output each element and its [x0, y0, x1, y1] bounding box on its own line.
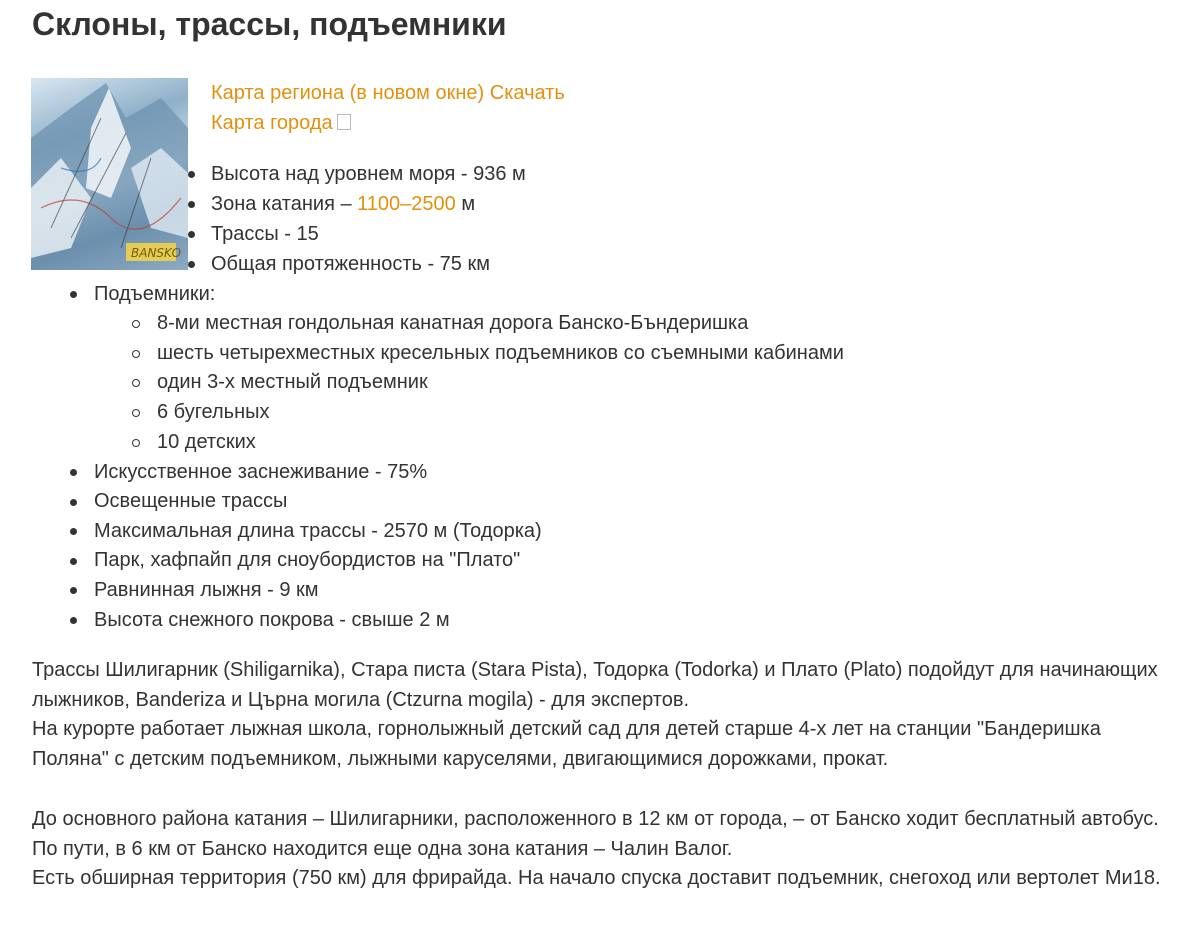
circle-bullet-icon — [132, 379, 140, 387]
paragraph-trails: Трассы Шилигарник (Shiligarnika), Стара писта (Stara Pista), Тодорка (Todorka) и Плато (Plato) подойдут для начинающих лыжников, Banderiza и Църна могила (Ctzurna mogila) - для экспертов. — [32, 659, 1158, 711]
paragraph-bus: До основного района катания – Шилигарники, расположенного в 12 км от города, – от Банско ходит бесплатный автобус. По пути, в 6 км от Банско находится еще одна зона катания – Чалин Валог. — [32, 808, 1159, 860]
list-item: шесть четырехместных кресельных подъемников со съемными кабинами — [157, 342, 844, 364]
circle-bullet-icon — [132, 320, 140, 328]
bullet-icon — [70, 291, 77, 298]
broken-image-icon — [337, 114, 351, 130]
paragraph-school: На курорте работает лыжная школа, горнолыжный детский сад для детей старше 4-х лет на станции "Бандеришка Поляна" с детским подъемником, лыжными каруселями, двигающимися дорожками, прокат. — [32, 718, 1101, 770]
bullet-icon — [70, 617, 77, 624]
bullet-icon — [188, 231, 195, 238]
bullet-icon — [70, 587, 77, 594]
circle-bullet-icon — [132, 350, 140, 358]
region-map-link[interactable]: Карта региона (в новом окне) — [211, 82, 485, 104]
svg-text:BANSKO: BANSKO — [131, 246, 182, 260]
ski-map-thumbnail[interactable] — [31, 78, 188, 270]
circle-bullet-icon — [132, 409, 140, 417]
list-item: 8-ми местная гондольная канатная дорога Банско-Бъндеришка — [157, 312, 749, 334]
list-item: Парк, хафпайп для сноубордистов на "Плато" — [94, 549, 521, 571]
list-item: Высота над уровнем моря - 936 м — [211, 163, 526, 185]
paragraph-freeride: Есть обширная территория (750 км) для фрирайда. На начало спуска доставит подъемник, снегоход или вертолет Ми18. — [32, 867, 1161, 889]
bullet-icon — [70, 469, 77, 476]
list-item: Равнинная лыжня - 9 км — [94, 579, 319, 601]
list-item: Искусственное заснеживание - 75% — [94, 461, 428, 483]
list-item: Трассы - 15 — [211, 223, 319, 245]
list-item: Высота снежного покрова - свыше 2 м — [94, 609, 450, 631]
ski-map-illustration — [31, 78, 188, 270]
download-link[interactable]: Скачать — [489, 82, 565, 104]
lifts-label: Подъемники: — [94, 283, 216, 305]
bullet-icon — [70, 499, 77, 506]
list-item: Максимальная длина трассы - 2570 м (Тодорка) — [94, 520, 542, 542]
map-links-row — [211, 78, 565, 108]
city-map-link[interactable]: Карта города — [211, 112, 333, 134]
list-item: Зона катания – 1100–2500 м — [211, 193, 476, 215]
list-item: Общая протяженность - 75 км — [211, 253, 490, 275]
list-item: 6 бугельных — [157, 401, 270, 423]
list-item: 10 детских — [157, 431, 256, 453]
page-title: Склоны, трассы, подъемники — [32, 6, 507, 42]
bullet-icon — [70, 528, 77, 535]
ski-zone-range: 1100–2500 — [357, 193, 456, 215]
city-map-row — [211, 108, 351, 138]
list-item: Освещенные трассы — [94, 490, 288, 512]
bullet-icon — [188, 171, 195, 178]
list-item: один 3-х местный подъемник — [157, 371, 428, 393]
circle-bullet-icon — [132, 439, 140, 447]
bullet-icon — [188, 261, 195, 268]
bullet-icon — [70, 558, 77, 565]
bullet-icon — [188, 201, 195, 208]
